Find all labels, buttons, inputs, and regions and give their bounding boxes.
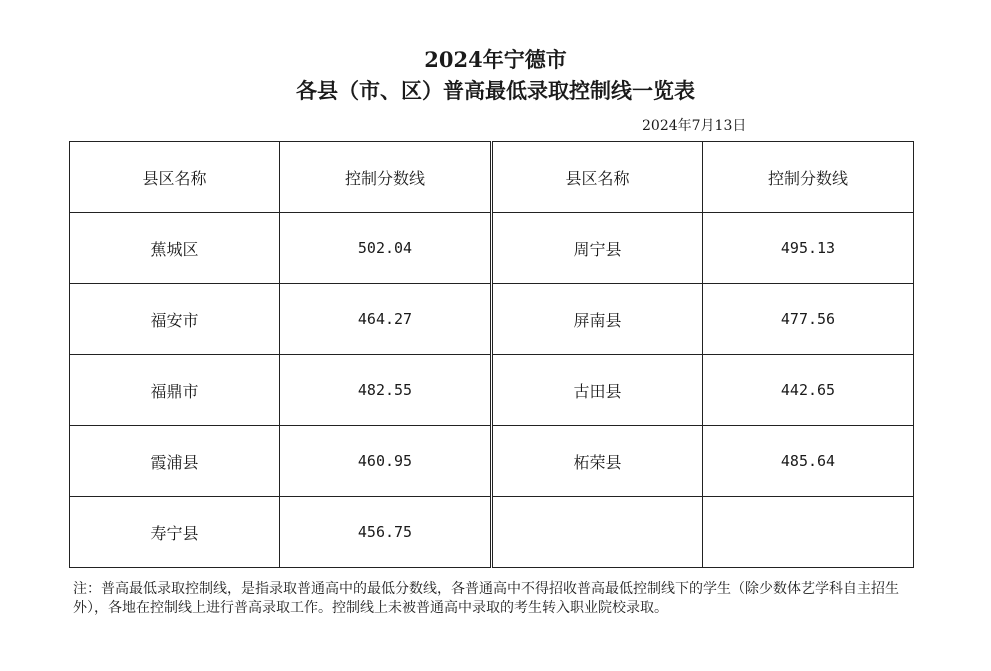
- document-title-line2: 各县（市、区）普高最低录取控制线一览表: [296, 78, 695, 103]
- table-row: [70, 355, 491, 426]
- control-score: 502.04: [280, 213, 491, 284]
- table-header-row: [70, 142, 491, 213]
- control-score: 485.64: [703, 426, 914, 497]
- table-row: [70, 284, 491, 355]
- control-score: 464.27: [280, 284, 491, 355]
- table-row: [493, 426, 914, 497]
- document-title-line1: 2024年宁德市: [424, 47, 567, 72]
- county-name: [493, 497, 703, 568]
- county-name: 霞浦县: [70, 426, 280, 497]
- county-name: 福鼎市: [70, 355, 280, 426]
- control-score: 460.95: [280, 426, 491, 497]
- table-row: [493, 284, 914, 355]
- header-county-name: 县区名称: [70, 142, 280, 213]
- control-score: 456.75: [280, 497, 491, 568]
- table-row: [493, 355, 914, 426]
- table-row: [493, 213, 914, 284]
- publish-date: 2024年7月13日: [642, 118, 747, 134]
- control-score: 442.65: [703, 355, 914, 426]
- county-name: 周宁县: [493, 213, 703, 284]
- control-score: 477.56: [703, 284, 914, 355]
- header-control-score: 控制分数线: [703, 142, 914, 213]
- score-table-left: [69, 141, 491, 568]
- county-name: 柘荣县: [493, 426, 703, 497]
- header-county-name: 县区名称: [493, 142, 703, 213]
- county-name: 福安市: [70, 284, 280, 355]
- county-name: 寿宁县: [70, 497, 280, 568]
- control-score: [703, 497, 914, 568]
- control-score: 482.55: [280, 355, 491, 426]
- county-name: 屏南县: [493, 284, 703, 355]
- county-name: 古田县: [493, 355, 703, 426]
- county-name: 蕉城区: [70, 213, 280, 284]
- table-row: [70, 213, 491, 284]
- score-table-right: [492, 141, 914, 568]
- table-row: [70, 426, 491, 497]
- control-score: 495.13: [703, 213, 914, 284]
- table-row: [70, 497, 491, 568]
- footnote: 注：普高最低录取控制线，是指录取普通高中的最低分数线，各普通高中不得招收普高最低控制线下的学生（除少数体艺学科自主招生外），各地在控制线上进行普高录取工作。控制线上未被普通高中录取的考生转入职业院校录取。: [73, 581, 899, 616]
- header-control-score: 控制分数线: [280, 142, 491, 213]
- table-header-row: [493, 142, 914, 213]
- table-row-empty: [493, 497, 914, 568]
